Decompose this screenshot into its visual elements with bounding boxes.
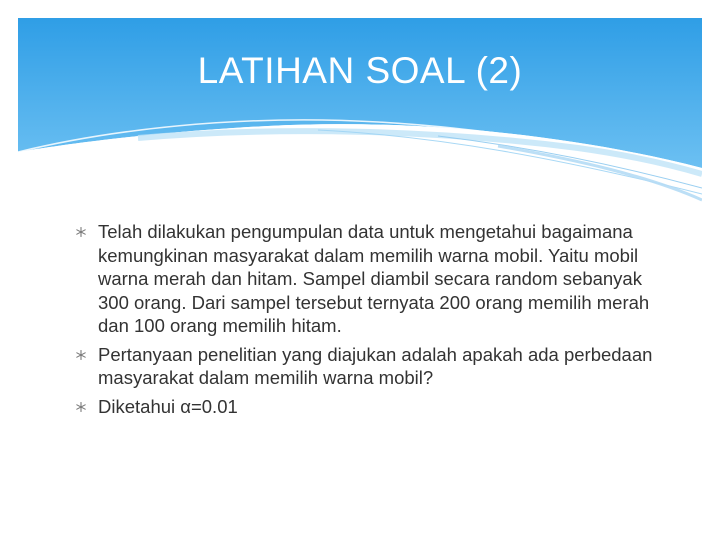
bullet-text: Telah dilakukan pengumpulan data untuk mengetahui bagaimana kemungkinan masyarakat dalam memilih warna mobil. Yaitu mobil warna merah dan hitam. Sampel diambil secara random sebanyak 300 orang. Dari sampel tersebut ternyata 200 orang memilih merah dan 100 orang memilih hitam. xyxy=(98,221,650,336)
list-item xyxy=(76,395,666,419)
list-item xyxy=(76,343,666,390)
asterisk-icon xyxy=(76,402,86,412)
bullet-list xyxy=(76,220,666,423)
slide-title: LATIHAN SOAL (2) xyxy=(197,50,523,91)
bullet-text: Pertanyaan penelitian yang diajukan adalah apakah ada perbedaan masyarakat dalam memilih warna mobil? xyxy=(98,343,653,388)
bullet-text: Diketahui α=0.01 xyxy=(98,395,238,417)
list-item xyxy=(76,220,666,338)
header-band xyxy=(18,18,702,204)
asterisk-icon xyxy=(76,227,86,237)
header-background xyxy=(18,18,702,204)
asterisk-icon xyxy=(76,350,86,360)
